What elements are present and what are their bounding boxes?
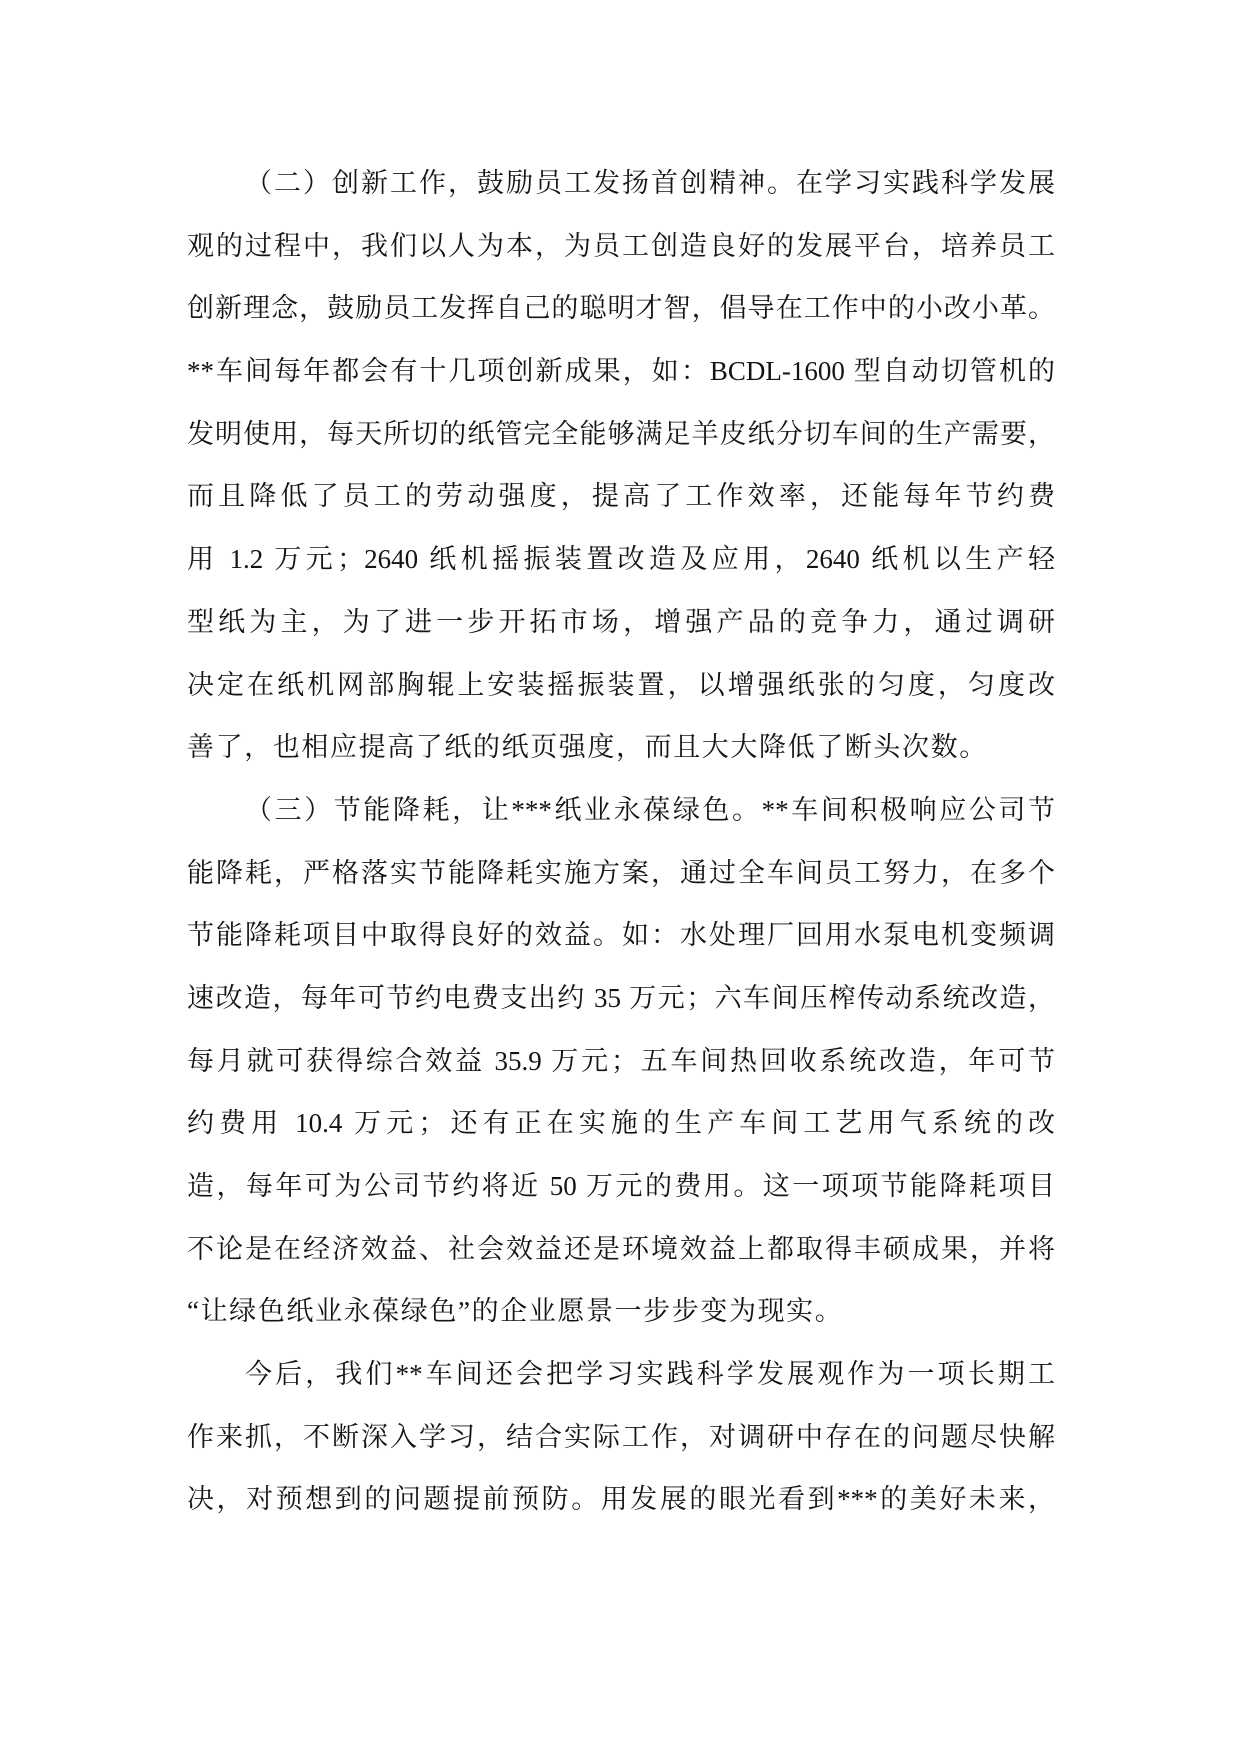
text-line: 创新理念，鼓励员工发挥自己的聪明才智，倡导在工作中的小改小革。 [187,293,1055,324]
paragraph-outlook [187,1343,1055,1531]
text-line: 今后，我们**车间还会把学习实践科学发展观作为一项长期工 [245,1359,1055,1390]
text-line: 用 1.2 万元；2640 纸机摇振装置改造及应用，2640 纸机以生产轻 [187,544,1055,575]
text-line: 约费用 10.4 万元；还有正在实施的生产车间工艺用气系统的改 [187,1108,1055,1139]
text-line: 造，每年可为公司节约将近 50 万元的费用。这一项项节能降耗项目 [187,1171,1055,1201]
text-line: **车间每年都会有十几项创新成果，如：BCDL-1600 型自动切管机的 [187,356,1055,387]
text-line: 发明使用，每天所切的纸管完全能够满足羊皮纸分切车间的生产需要， [187,418,1055,449]
text-line: 善了，也相应提高了纸的纸页强度，而且大大降低了断头次数。 [187,732,988,763]
text-line: “让绿色纸业永葆绿色”的企业愿景一步步变为现实。 [187,1296,844,1327]
paragraph-innovation [187,152,1055,779]
text-line: （三）节能降耗，让***纸业永葆绿色。**车间积极响应公司节 [245,794,1055,825]
text-line: 决定在纸机网部胸辊上安装摇振装置，以增强纸张的匀度，匀度改 [187,669,1055,700]
body-text [187,152,1055,1531]
text-line: 型纸为主，为了进一步开拓市场，增强产品的竞争力，通过调研 [187,606,1055,637]
text-line: 而且降低了员工的劳动强度，提高了工作效率，还能每年节约费 [187,481,1055,512]
paragraph-energy-saving [187,779,1055,1343]
text-line: 节能降耗项目中取得良好的效益。如：水处理厂回用水泵电机变频调 [187,920,1055,951]
text-line: 能降耗，严格落实节能降耗实施方案，通过全车间员工努力，在多个 [187,857,1055,888]
text-line: 决，对预想到的问题提前预防。用发展的眼光看到***的美好未来， [187,1484,1055,1515]
text-line: 观的过程中，我们以人为本，为员工创造良好的发展平台，培养员工 [187,230,1055,261]
text-line: （二）创新工作，鼓励员工发扬首创精神。在学习实践科学发展 [245,168,1055,198]
text-line: 不论是在经济效益、社会效益还是环境效益上都取得丰硕成果，并将 [187,1233,1055,1264]
text-line: 每月就可获得综合效益 35.9 万元；五车间热回收系统改造，年可节 [187,1045,1055,1076]
text-line: 作来抓，不断深入学习，结合实际工作，对调研中存在的问题尽快解 [187,1421,1055,1452]
text-line: 速改造，每年可节约电费支出约 35 万元；六车间压榨传动系统改造， [187,982,1055,1013]
